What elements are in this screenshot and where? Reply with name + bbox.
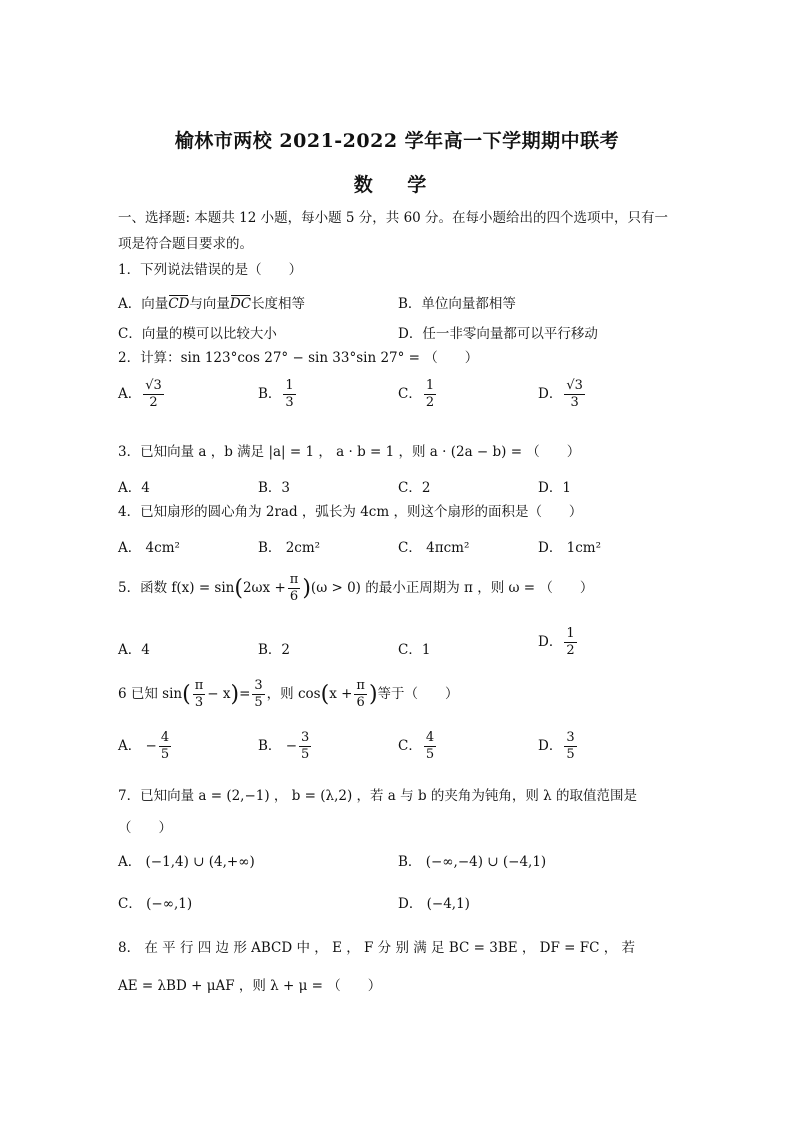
q5-stem-pre: 5．函数 f(x) = sin [118, 580, 235, 596]
q6-option-d [538, 730, 579, 763]
q2-option-c [398, 378, 438, 411]
q1-vector-cd: CD [168, 296, 190, 312]
q6-paren-2-right: ) [368, 682, 378, 707]
q2-option-d-fraction: $\frac{√3}{3}$ [566, 378, 583, 410]
q4-option-a: A． 4cm² [118, 540, 180, 556]
q6-stem [118, 678, 459, 711]
q7-option-a: A． (−1,4) ∪ (4,+∞) [118, 854, 255, 870]
q1-option-d: D．任一非零向量都可以平行移动 [398, 326, 598, 342]
q6-option-a [118, 730, 173, 763]
q5-stem [118, 572, 593, 605]
q4-option-b: B． 2cm² [258, 540, 321, 556]
q4-option-d: D． 1cm² [538, 540, 601, 556]
q1-option-c: C．向量的模可以比较大小 [118, 326, 277, 342]
q6-paren-1-right: ) [230, 682, 240, 707]
q6-option-c-label: C． [398, 738, 422, 754]
q2-option-d [538, 378, 587, 411]
q2-option-a-fraction: $\frac{√3}{2}$ [145, 378, 162, 410]
q5-option-d [538, 626, 579, 659]
q6-option-b-fraction: $\frac{3}{5}$ [301, 730, 310, 762]
q2-option-c-label: C． [398, 386, 422, 402]
q3-option-d: D．1 [538, 480, 571, 496]
q5-fraction: $\frac{\pi}{6}$ [289, 572, 299, 604]
q1-stem: 1．下列说法错误的是（ ） [118, 262, 303, 278]
q6-option-a-label: A． − [118, 738, 157, 754]
q5-option-d-fraction: $\frac{1}{2}$ [566, 626, 575, 658]
q7-stem-answer-blank: （ ） [118, 820, 172, 836]
q1-option-a-mid: 与向量 [189, 296, 230, 312]
section-intro-line1: 一、选择题: 本题共 12 小题，每小题 5 分，共 60 分。在每小题给出的四个选项中，只有一 [118, 210, 669, 226]
q5-stem-post: (ω > 0) 的最小正周期为 π ，则 ω = （ ） [310, 580, 594, 596]
q2-option-a [118, 378, 166, 411]
q6-paren-2-left: ( [320, 682, 330, 707]
q1-option-a-post: 长度相等 [251, 296, 306, 312]
q6-fraction-3: $\frac{\pi}{6}$ [356, 678, 365, 710]
q8-stem-line1: 8． 在 平 行 四 边 形 ABCD 中 ， E ， F 分 别 满 足 BC = 3BE ， DF = FC ， 若 [118, 940, 636, 956]
q6-fraction-1: $\frac{\pi}{3}$ [194, 678, 204, 710]
q2-stem: 2．计算：sin 123°cos 27° − sin 33°sin 27° = （ ） [118, 350, 479, 366]
q6-stem-post: 等于（ ） [377, 686, 459, 702]
q6-option-b [258, 730, 313, 763]
q4-stem: 4．已知扇形的圆心角为 2rad ，弧长为 4cm ，则这个扇形的面积是（ ） [118, 504, 583, 520]
q1-option-b: B．单位向量都相等 [398, 296, 516, 312]
q3-option-b: B．3 [258, 480, 291, 496]
q7-option-c: C． (−∞,1) [118, 896, 193, 912]
q1-vector-dc: DC [229, 296, 252, 312]
q6-inner2: x + [329, 686, 353, 702]
subject-heading: 数 学 [353, 174, 441, 196]
q6-eq: = [239, 686, 251, 702]
q6-option-b-label: B． − [258, 738, 298, 754]
q5-left-paren: ( [234, 576, 243, 601]
q6-paren-1-left: ( [182, 682, 191, 707]
q6-option-c [398, 730, 438, 763]
q3-option-a: A．4 [118, 480, 150, 496]
q5-option-a: A．4 [118, 642, 150, 658]
q2-option-b-label: B． [258, 386, 282, 402]
q7-option-d: D． (−4,1) [398, 896, 470, 912]
section-intro-line2: 项是符合题目要求的。 [118, 236, 253, 252]
q2-option-b-fraction: $\frac{1}{3}$ [285, 378, 294, 410]
q6-mid2: ，则 cos [266, 686, 321, 702]
q2-option-d-label: D． [538, 386, 563, 402]
q6-option-d-fraction: $\frac{3}{5}$ [566, 730, 575, 762]
q4-option-c: C． 4πcm² [398, 540, 470, 556]
q2-option-b [258, 378, 298, 411]
q6-option-c-fraction: $\frac{4}{5}$ [425, 730, 435, 762]
q5-inner: 2ωx + [242, 580, 286, 596]
q2-option-c-fraction: $\frac{1}{2}$ [425, 378, 435, 410]
q5-right-paren: ) [302, 576, 311, 601]
page-title: 榆林市两校 2021-2022 学年高一下学期期中联考 [174, 130, 620, 152]
q1-option-a-pre: A．向量 [118, 296, 169, 312]
q5-option-c: C．1 [398, 642, 431, 658]
q1-option-a [118, 292, 305, 312]
q8-stem-line2: AE = λBD + μAF ，则 λ + μ = （ ） [118, 978, 382, 994]
q3-option-c: C．2 [398, 480, 431, 496]
q6-option-a-fraction: $\frac{4}{5}$ [160, 730, 170, 762]
q6-mid1: − x [207, 686, 231, 702]
q6-stem-pre: 6 已知 sin [118, 686, 183, 702]
q7-option-b: B． (−∞,−4) ∪ (−4,1) [398, 854, 547, 870]
q2-option-a-label: A． [118, 386, 142, 402]
q3-stem: 3．已知向量 a ，b 满足 |a| = 1 ， a · b = 1 ，则 a · (2a − b) = （ ） [118, 444, 581, 460]
q6-fraction-2: $\frac{3}{5}$ [254, 678, 263, 710]
q6-option-d-label: D． [538, 738, 563, 754]
q5-option-d-label: D． [538, 634, 563, 650]
q7-stem: 7．已知向量 a = (2,−1) ， b = (λ,2) ，若 a 与 b 的夹角为钝角，则 λ 的取值范围是 [118, 788, 638, 804]
q5-option-b: B．2 [258, 642, 291, 658]
